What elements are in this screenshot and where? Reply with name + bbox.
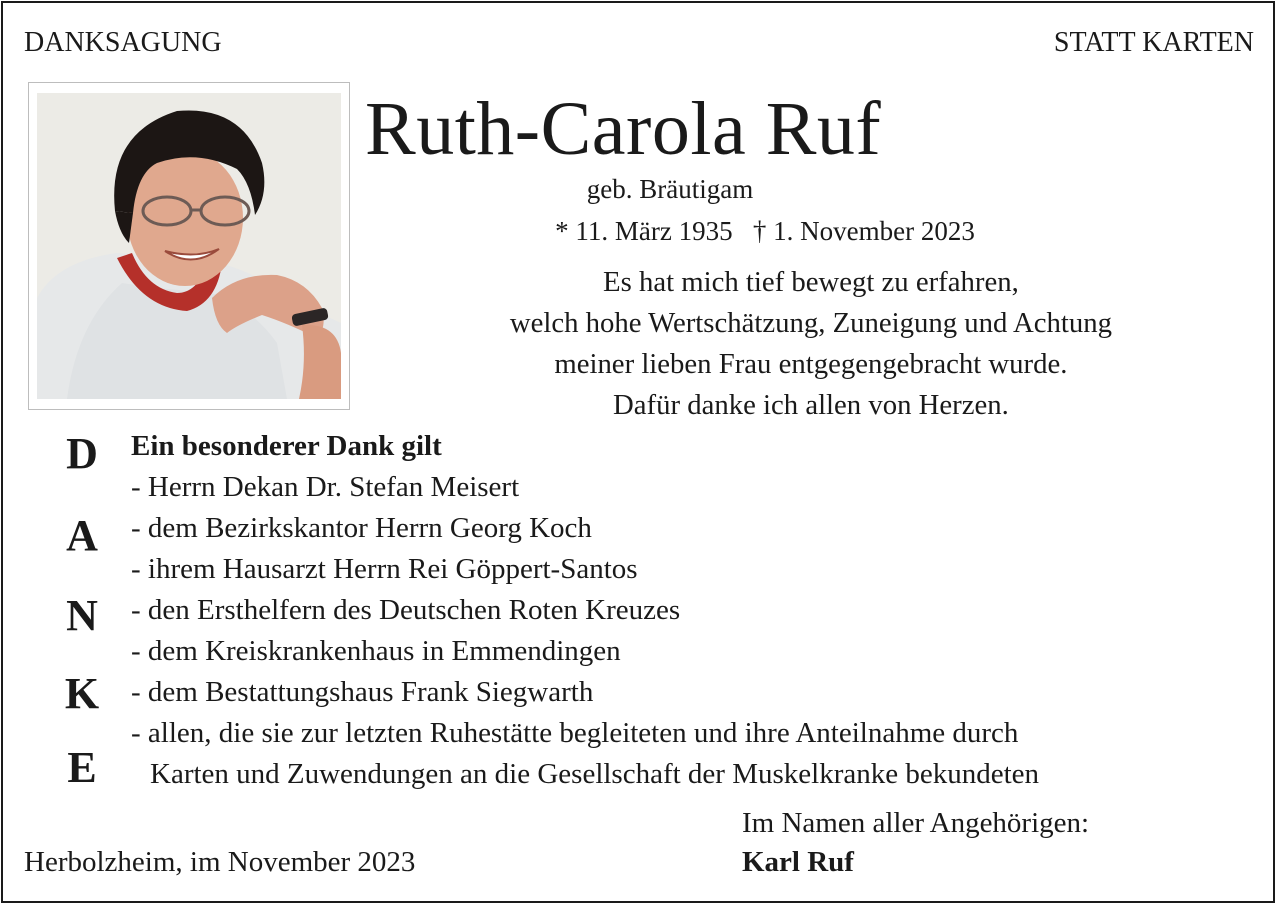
thanks-item-continuation: Karten und Zuwendungen an die Gesellschaft der Muskelkranke bekundeten (150, 758, 1040, 790)
thanks-item: - dem Bestattungshaus Frank Siegwarth (131, 676, 594, 708)
message-line-4: Dafür danke ich allen von Herzen. (613, 389, 1009, 421)
header-left: DANKSAGUNG (24, 27, 222, 58)
portrait-image (37, 93, 341, 399)
message-line-3: meiner lieben Frau entgegengebracht wurde. (554, 348, 1068, 380)
signer-name: Karl Ruf (742, 846, 854, 878)
birth-name: geb. Bräutigam (586, 174, 754, 204)
header-right: STATT KARTEN (1053, 27, 1254, 58)
danke-letter-n: N (66, 591, 98, 640)
deceased-name: Ruth-Carola Ruf (365, 87, 882, 171)
thanks-item: - Herrn Dekan Dr. Stefan Meisert (131, 471, 520, 503)
danke-letter-k: K (64, 669, 100, 718)
thanks-item: - allen, die sie zur letzten Ruhestätte begleiteten und ihre Anteilnahme durch (131, 717, 1019, 749)
on-behalf-line: Im Namen aller Angehörigen: (742, 807, 1090, 839)
danke-letter-a: A (66, 511, 98, 560)
message-line-2: welch hohe Wertschätzung, Zuneigung und Achtung (509, 307, 1112, 339)
thanks-item: - dem Bezirkskantor Herrn Georg Koch (131, 512, 592, 544)
danke-letter-d: D (66, 429, 98, 478)
message-line-1: Es hat mich tief bewegt zu erfahren, (603, 266, 1019, 298)
thanks-heading: Ein besonderer Dank gilt (131, 430, 442, 462)
thanks-item: - dem Kreiskrankenhaus in Emmendingen (131, 635, 621, 667)
thanks-item: - ihrem Hausarzt Herrn Rei Göppert-Santos (131, 553, 638, 585)
place-date: Herbolzheim, im November 2023 (24, 846, 416, 878)
thanks-item: - den Ersthelfern des Deutschen Roten Kreuzes (131, 594, 681, 626)
danke-letter-e: E (67, 743, 97, 792)
portrait-photo (28, 82, 350, 410)
life-dates: * 11. März 1935 † 1. November 2023 (555, 216, 975, 246)
